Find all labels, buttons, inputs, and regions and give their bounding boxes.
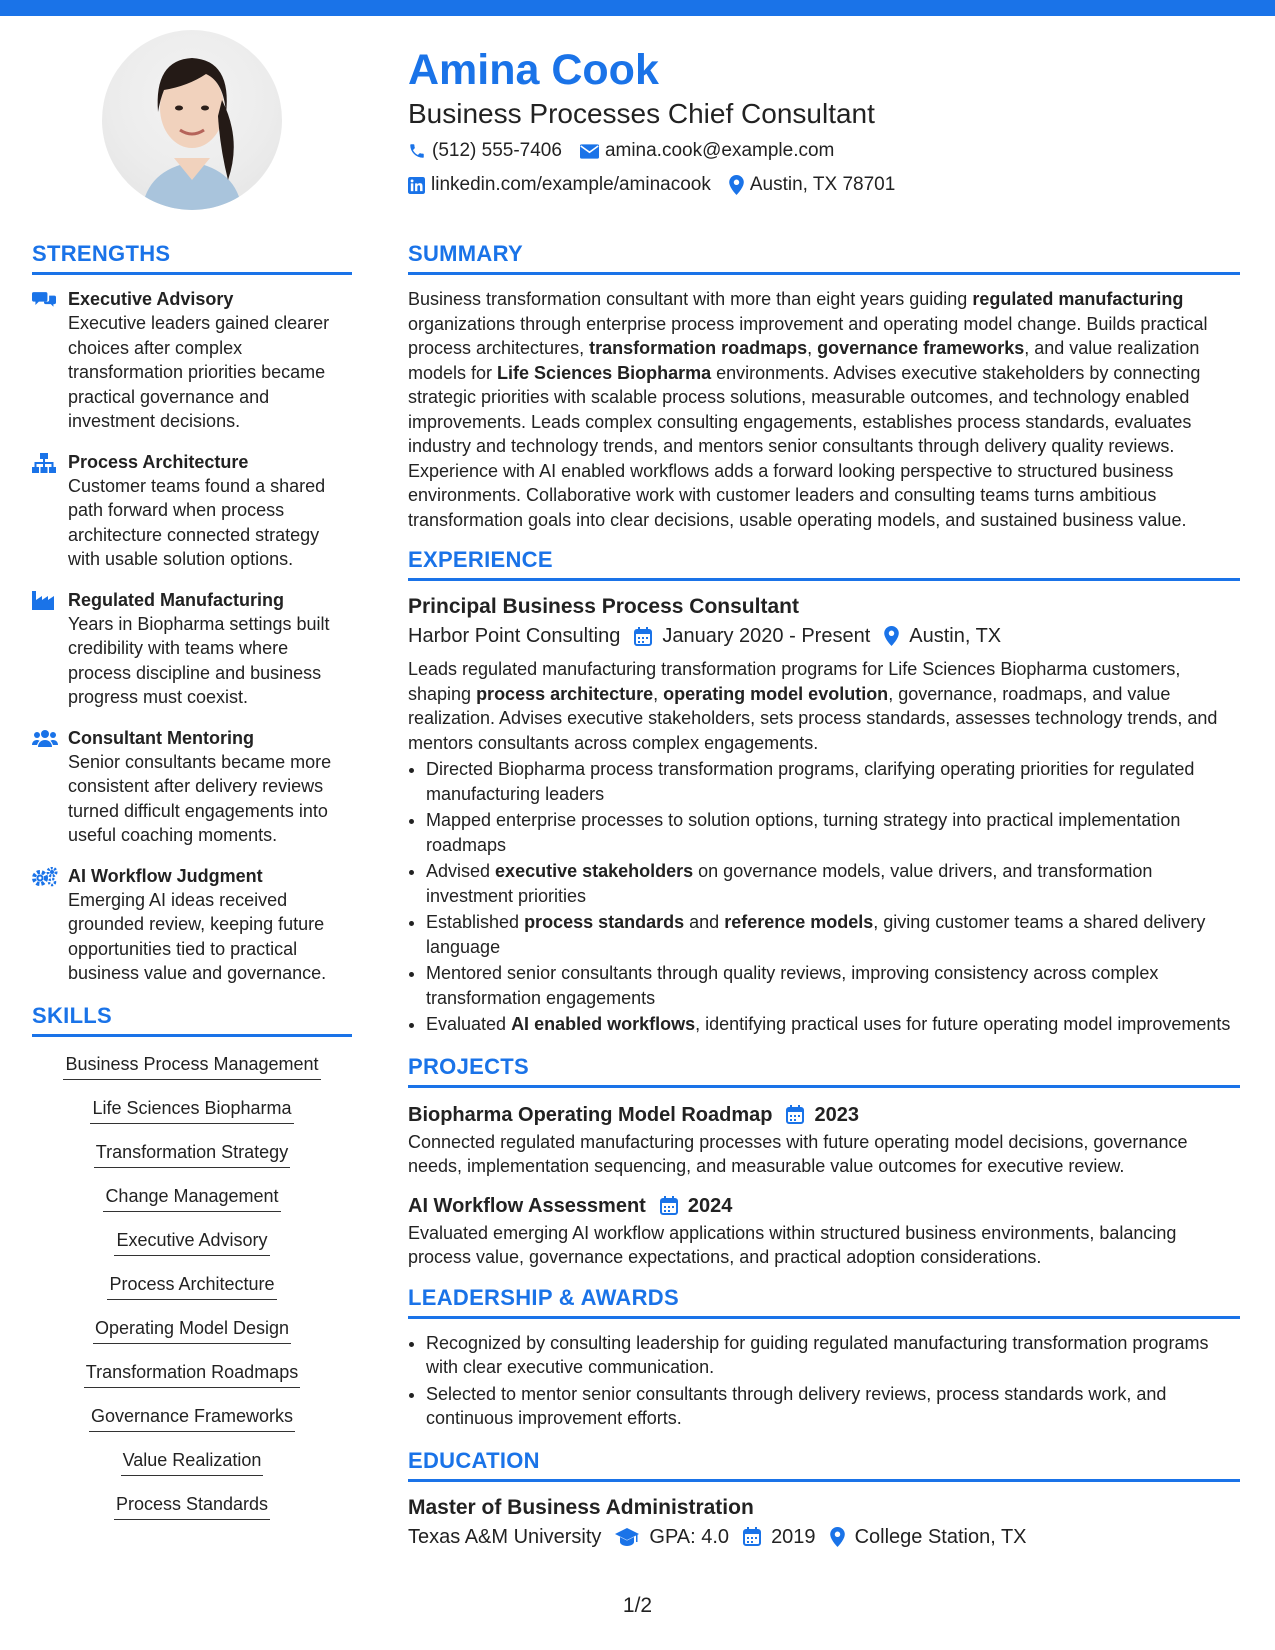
skill-item: Business Process Management xyxy=(63,1051,320,1080)
top-accent-bar xyxy=(0,0,1275,16)
skill-item: Operating Model Design xyxy=(93,1315,291,1344)
education-heading: EDUCATION xyxy=(408,1447,540,1473)
phone-contact[interactable] xyxy=(408,140,562,162)
leadership-rule xyxy=(408,1316,1240,1319)
linkedin-contact[interactable] xyxy=(408,174,711,196)
phone-text: (512) 555-7406 xyxy=(432,140,562,161)
users-icon xyxy=(32,729,58,747)
list-item: • Evaluated AI enabled workflows, identifying practical uses for future operating model improvements xyxy=(426,1012,1240,1037)
skills-list xyxy=(32,1051,352,1535)
map-pin-icon xyxy=(729,175,744,195)
list-item: • Mentored senior consultants through quality reviews, improving consistency across complex transformation engagements xyxy=(426,961,1240,1010)
gpa-text: GPA: 4.0 xyxy=(649,1525,730,1548)
skill-item: Transformation Roadmaps xyxy=(84,1359,300,1388)
strengths-heading: STRENGTHS xyxy=(32,241,171,266)
contact-row-2 xyxy=(408,170,1238,200)
strength-item xyxy=(32,588,352,710)
list-item: • Established process standards and reference models, giving customer teams a shared delivery language xyxy=(426,910,1240,959)
candidate-title: Business Processes Chief Consultant xyxy=(408,98,875,129)
email-text: amina.cook@example.com xyxy=(604,140,835,161)
role-title: Principal Business Process Consultant xyxy=(408,595,799,618)
project-year: 2023 xyxy=(814,1103,859,1126)
strength-item xyxy=(32,450,352,572)
projects-heading: PROJECTS xyxy=(408,1053,529,1079)
summary-heading: SUMMARY xyxy=(408,241,523,266)
skills-heading: SKILLS xyxy=(32,1002,113,1028)
right-column xyxy=(408,240,1240,1558)
role-meta xyxy=(408,621,1240,651)
strength-title: Regulated Manufacturing xyxy=(68,589,285,610)
strength-desc: Senior consultants became more consistent after delivery reviews turned difficult engagements into useful coaching moments. xyxy=(68,751,332,845)
calendar-icon xyxy=(660,1196,678,1215)
project-desc: Connected regulated manufacturing processes with future operating model decisions, governance needs, implementation sequencing, and measurable value outcomes for executive review. xyxy=(408,1131,1188,1176)
strength-item xyxy=(32,726,352,848)
skill-item: Executive Advisory xyxy=(114,1227,269,1256)
strengths-rule xyxy=(32,272,352,275)
project-title: AI Workflow Assessment xyxy=(408,1194,646,1217)
left-column xyxy=(32,240,352,1535)
linkedin-icon xyxy=(408,177,425,194)
role-intro: Leads regulated manufacturing transformation programs for Life Sciences Biopharma customers, shaping process architecture, operating model evolution, governance, roadmaps, and value realization. Advises executive stakeholders, sets process standards, assesses technology trends, and mentors consultants across complex engagements. xyxy=(408,659,1218,753)
experience-rule xyxy=(408,578,1240,581)
experience-bullets xyxy=(408,757,1240,1037)
strength-title: Executive Advisory xyxy=(68,289,234,309)
graduation-cap-icon xyxy=(615,1528,639,1546)
list-item: • Selected to mentor senior consultants through delivery reviews, process standards work, and continuous improvement efforts. xyxy=(426,1382,1240,1431)
skill-item: Change Management xyxy=(103,1183,280,1212)
skill-item: Transformation Strategy xyxy=(94,1139,290,1168)
calendar-icon xyxy=(634,627,652,646)
school-name: Texas A&M University xyxy=(408,1525,602,1548)
company-name: Harbor Point Consulting xyxy=(408,625,621,647)
page-number: 1/2 xyxy=(622,1594,653,1617)
envelope-icon xyxy=(580,144,599,159)
list-item: • Recognized by consulting leadership for guiding regulated manufacturing transformation programs with clear executive communication. xyxy=(426,1331,1240,1380)
location-text: Austin, TX 78701 xyxy=(749,174,896,195)
education-location: College Station, TX xyxy=(854,1525,1027,1548)
email-contact[interactable] xyxy=(580,140,834,162)
education-meta xyxy=(408,1522,1240,1552)
skills-rule xyxy=(32,1034,352,1037)
strength-title: AI Workflow Judgment xyxy=(68,865,263,886)
leadership-heading: LEADERSHIP & AWARDS xyxy=(408,1284,679,1310)
map-pin-icon xyxy=(830,1527,845,1547)
summary-rule xyxy=(408,272,1240,275)
skill-item: Life Sciences Biopharma xyxy=(90,1095,293,1124)
list-item: • Mapped enterprise processes to solution options, turning strategy into practical implementation roadmaps xyxy=(426,808,1240,857)
list-item: • Advised executive stakeholders on governance models, value drivers, and transformation investment priorities xyxy=(426,859,1240,908)
role-location: Austin, TX xyxy=(909,625,1002,647)
gears-icon xyxy=(32,867,58,887)
education-year: 2019 xyxy=(771,1525,816,1548)
strength-desc: Emerging AI ideas received grounded review, keeping future opportunities tied to practical business value and governance. xyxy=(68,889,327,983)
skill-item: Process Standards xyxy=(114,1491,270,1520)
resume-header xyxy=(408,44,1238,200)
strength-title: Consultant Mentoring xyxy=(68,727,254,748)
contact-row-1 xyxy=(408,136,1238,166)
project-desc: Evaluated emerging AI workflow applications within structured business environments, balancing process value, governance expectations, and practical adoption considerations. xyxy=(408,1222,1177,1267)
summary-text: Business transformation consultant with more than eight years guiding regulated manufacturing organizations through enterprise process improvement and operating model change. Builds practical process architectures, transformation roadmaps, governance frameworks, and value realization models for Life Sciences Biopharma environments. Advises executive stakeholders by connecting strategic priorities with scalable process solutions, measurable outcomes, and technology enabled improvements. Leads complex consulting engagements, establishes process standards, evaluates industry and technology trends, and mentors senior consultants through delivery quality reviews. Experience with AI enabled workflows adds a forward looking perspective to structured business environments. Collaborative work with customer leaders and consulting teams turns ambitious transformation goals into clear decisions, usable operating models, and sustained business value. xyxy=(408,289,1208,530)
calendar-icon xyxy=(786,1105,804,1124)
sitemap-icon xyxy=(32,453,56,473)
skill-item: Process Architecture xyxy=(107,1271,276,1300)
project-header xyxy=(408,1100,1240,1130)
education-rule xyxy=(408,1479,1240,1482)
phone-icon xyxy=(408,142,426,160)
candidate-name: Amina Cook xyxy=(408,46,659,94)
strength-desc: Executive leaders gained clearer choices after complex transformation priorities became practical governance and investment decisions. xyxy=(68,313,330,431)
chat-icon xyxy=(32,290,56,308)
leadership-bullets xyxy=(408,1331,1240,1431)
location-contact xyxy=(729,174,895,196)
projects-rule xyxy=(408,1085,1240,1088)
skill-item: Governance Frameworks xyxy=(89,1403,295,1432)
strength-desc: Years in Biopharma settings built credibility with teams where process discipline and business progress must coexist. xyxy=(68,613,330,707)
map-pin-icon xyxy=(884,626,899,646)
project-year: 2024 xyxy=(687,1194,733,1217)
strength-desc: Customer teams found a shared path forward when process architecture connected strategy with usable solution options. xyxy=(68,475,326,569)
strength-item xyxy=(32,864,352,986)
profile-photo xyxy=(102,30,282,210)
degree-title: Master of Business Administration xyxy=(408,1495,754,1519)
industry-icon xyxy=(32,591,54,610)
project-header xyxy=(408,1191,1240,1221)
strength-item xyxy=(32,287,352,434)
skill-item: Value Realization xyxy=(121,1447,264,1476)
experience-heading: EXPERIENCE xyxy=(408,547,553,572)
linkedin-text: linkedin.com/example/aminacook xyxy=(431,174,711,195)
project-title: Biopharma Operating Model Roadmap xyxy=(408,1103,773,1126)
calendar-icon xyxy=(743,1527,761,1546)
role-dates: January 2020 - Present xyxy=(662,625,871,647)
strength-title: Process Architecture xyxy=(68,451,249,472)
list-item: • Directed Biopharma process transformation programs, clarifying operating priorities for regulated manufacturing leaders xyxy=(426,757,1240,806)
